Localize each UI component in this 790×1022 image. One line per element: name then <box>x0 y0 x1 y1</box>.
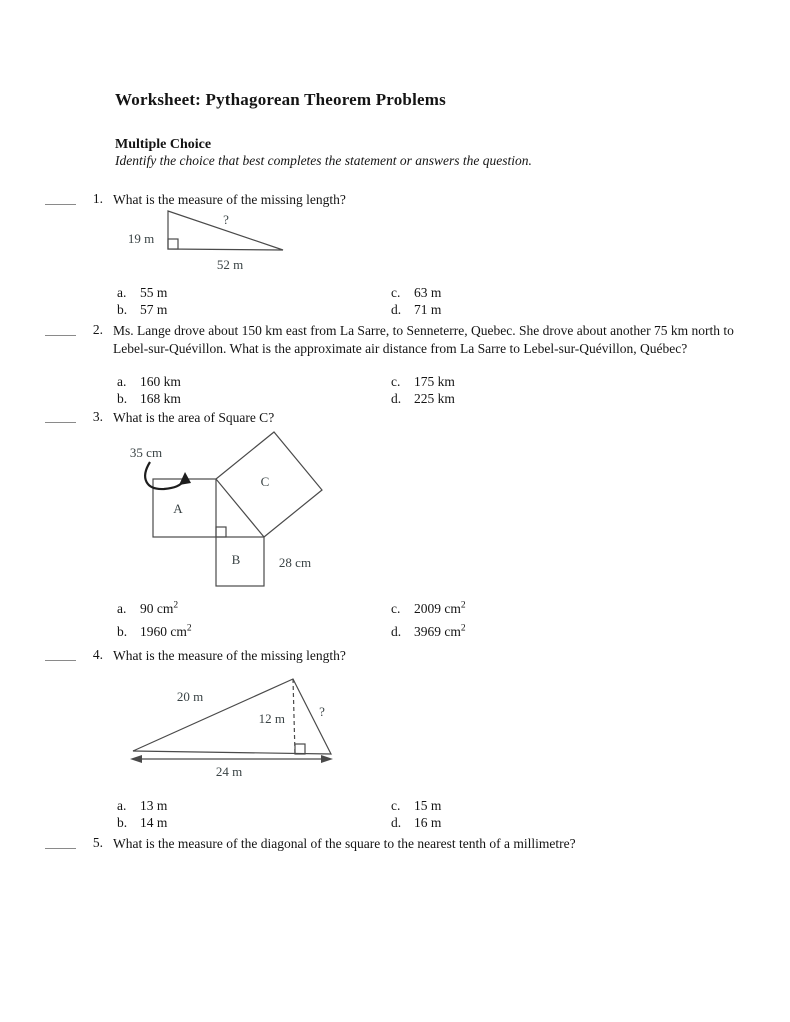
question-4-number: 4. <box>92 647 103 662</box>
answer-blank-q1 <box>45 204 76 205</box>
choice-value: 55 m <box>140 285 168 300</box>
choice-letter: a. <box>117 798 127 813</box>
q1-figure-right-triangle <box>120 205 355 277</box>
section-heading: Multiple Choice <box>115 137 212 152</box>
q4-dimension-arrowhead-right <box>321 755 333 763</box>
q3-right-angle-marker <box>216 527 226 537</box>
instructions-text: Identify the choice that best completes the statement or answers the question. <box>115 153 532 168</box>
q4-choice-d <box>391 814 441 831</box>
choice-letter: b. <box>117 815 128 830</box>
choice-letter: d. <box>391 624 402 639</box>
choice-value: 14 m <box>140 815 168 830</box>
q2-choice-d <box>391 390 455 407</box>
q3-side-b-label: 28 cm <box>278 555 312 570</box>
choice-value: 168 km <box>140 391 181 406</box>
q3-choice-b <box>117 620 391 643</box>
q1-choice-a <box>117 284 391 301</box>
question-2-choices <box>117 373 455 407</box>
choice-value: 63 m <box>414 285 442 300</box>
question-2-number: 2. <box>92 322 103 337</box>
question-4-text: What is the measure of the missing length? <box>113 648 346 663</box>
choice-value: 71 m <box>414 302 442 317</box>
choice-value: 57 m <box>140 302 168 317</box>
q4-choice-b <box>117 814 391 831</box>
choice-letter: d. <box>391 391 402 406</box>
choice-value: 225 km <box>414 391 455 406</box>
q1-vertical-side-label: 19 m <box>127 231 155 246</box>
question-5-number: 5. <box>92 835 103 850</box>
q4-unknown-side-label: ? <box>319 704 325 719</box>
q3-arrow-label: 35 cm <box>129 445 163 460</box>
q4-altitude-label: 12 m <box>258 711 285 726</box>
choice-letter: b. <box>117 624 128 639</box>
choice-letter: c. <box>391 601 401 616</box>
choice-sup: 2 <box>460 623 466 634</box>
q3-choice-c <box>391 597 466 620</box>
choice-letter: c. <box>391 285 401 300</box>
choice-value: 13 m <box>140 798 168 813</box>
choice-sup: 2 <box>186 623 192 634</box>
q1-base-label: 52 m <box>216 257 244 272</box>
question-4-choices <box>117 797 441 831</box>
choice-letter: b. <box>117 302 128 317</box>
q4-left-side-label: 20 m <box>176 689 204 704</box>
choice-value: 16 m <box>414 815 442 830</box>
question-3-text: What is the area of Square C? <box>113 410 275 425</box>
choice-letter: d. <box>391 302 402 317</box>
q1-right-angle-marker <box>168 239 178 249</box>
choice-letter: a. <box>117 285 127 300</box>
q2-choice-b <box>117 390 391 407</box>
q4-choice-a <box>117 797 391 814</box>
q4-right-angle-marker <box>295 744 305 754</box>
answer-blank-q3 <box>45 422 76 423</box>
q3-choice-d <box>391 620 466 643</box>
choice-value: 160 km <box>140 374 181 389</box>
q3-curved-arrow <box>145 462 184 489</box>
q3-figure-pythagorean-squares <box>118 428 358 596</box>
q4-dimension-arrowhead-left <box>130 755 142 763</box>
choice-sup: 2 <box>173 600 179 611</box>
choice-value: 3969 $cm^2$ <box>414 623 466 639</box>
q3-square-b-label: B <box>231 552 241 567</box>
choice-letter: d. <box>391 815 402 830</box>
q1-hypotenuse-label: ? <box>223 212 229 227</box>
question-2-text: Ms. Lange drove about 150 km east from La Sarre, to Senneterre, Quebec. She drove about another 75 km north to Lebel-sur-Quévillon. What is the approximate air distance from La Sarre to Lebel-sur-Quévillon, Québec? <box>113 323 734 356</box>
q3-choice-a <box>117 597 391 620</box>
q2-choice-c <box>391 373 455 390</box>
page-title: Worksheet: Pythagorean Theorem Problems <box>115 90 446 109</box>
choice-value: 1960 $cm^2$ <box>140 623 192 639</box>
question-1-text: What is the measure of the missing length? <box>113 192 346 207</box>
choice-value: 175 km <box>414 374 455 389</box>
choice-value: 90 $cm^2$ <box>140 600 179 616</box>
q2-choice-a <box>117 373 391 390</box>
question-5-text: What is the measure of the diagonal of the square to the nearest tenth of a millimetre? <box>113 836 576 851</box>
question-1-choices <box>117 284 441 318</box>
choice-sup: 2 <box>460 600 466 611</box>
q3-square-a-label: A <box>173 501 183 516</box>
q4-triangle-outline <box>133 679 331 754</box>
answer-blank-q5 <box>45 848 76 849</box>
q4-base-label: 24 m <box>215 764 243 779</box>
choice-letter: c. <box>391 798 401 813</box>
answer-blank-q4 <box>45 660 76 661</box>
question-3-number: 3. <box>92 409 103 424</box>
q1-choice-d <box>391 301 441 318</box>
question-3-choices <box>117 597 466 643</box>
choice-letter: b. <box>117 391 128 406</box>
question-1-number: 1. <box>92 191 103 206</box>
q1-choice-c <box>391 284 441 301</box>
choice-letter: c. <box>391 374 401 389</box>
q4-figure-triangle-with-altitude <box>125 672 355 782</box>
q1-choice-b <box>117 301 391 318</box>
q4-choice-c <box>391 797 441 814</box>
choice-value: 15 m <box>414 798 442 813</box>
choice-value: 2009 $cm^2$ <box>414 600 466 616</box>
q3-square-a <box>153 479 216 537</box>
choice-letter: a. <box>117 374 127 389</box>
q3-square-c-label: C <box>260 474 270 489</box>
q4-altitude-dashed-line <box>293 679 295 754</box>
answer-blank-q2 <box>45 335 76 336</box>
choice-letter: a. <box>117 601 127 616</box>
